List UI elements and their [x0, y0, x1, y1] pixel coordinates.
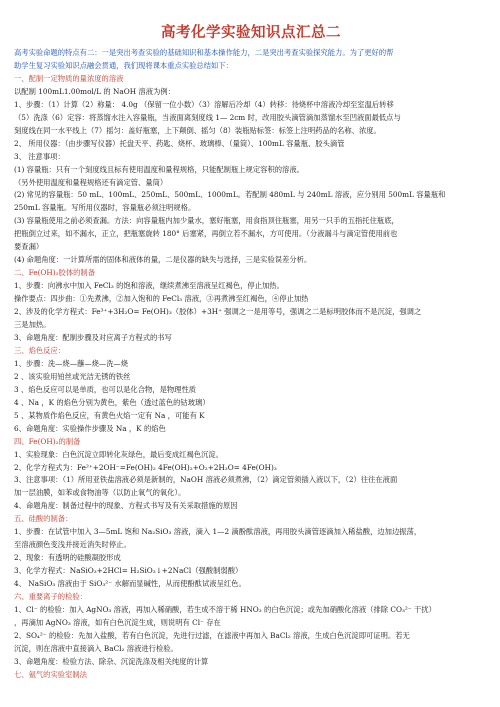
text-line: 以配制 100mL1.00mol/L 的 NaOH 溶液为例：	[14, 86, 175, 96]
text-line: (3) 容量瓶使用之前必须查漏。方法：向容量瓶内加少量水，塞好瓶塞，用食指顶住瓶塞，用另一只手的五指托住瓶底，	[14, 216, 399, 226]
text-line: 操作要点：四步曲：①先煮沸，②加入饱和的 FeCl₃ 溶液，③再煮沸至红褐色，④停止加热	[14, 294, 309, 304]
section-heading: 五、硅酸的制备：	[14, 514, 73, 524]
text-line: （5）洗涤（6）定容：将蒸馏水注入容量瓶，当液面离刻度线 1— 2cm 时，改用胶头滴管滴加蒸馏水至凹液面最低点与	[14, 112, 401, 122]
section-heading: 一、配制一定物质的量浓度的溶液	[14, 73, 124, 83]
text-line: 1、步骤：向沸水中加入 FeCl₃ 的饱和溶液，继续煮沸至溶液呈红褐色，停止加热。	[14, 281, 284, 291]
text-line: 1、Cl⁻ 的检验：加入 AgNO₃ 溶液，再加入稀硝酸，若生成不溶于稀 HNO₃ 的白色沉淀；或先加硝酸化溶液（排除 CO₃²⁻ 干扰）	[14, 604, 436, 614]
section-heading: 七、氨气的实验室制法	[14, 669, 87, 679]
text-line: （另外使用温度和量程规格还有滴定管、量筒）	[14, 177, 168, 187]
text-line: 2、现象：有透明的硅酸凝胶形成	[14, 553, 121, 563]
text-line: 1、步骤：洗—烧—蘸—烧—洗—烧	[14, 358, 129, 368]
section-heading: 四、Fe(OH)₂的制备	[14, 436, 81, 446]
section-heading: 六、重要离子的检验：	[14, 592, 87, 602]
text-line: 3、 注意事项：	[14, 151, 65, 161]
text-line: 沉淀，则在溶液中直接滴入 BaCl₂ 溶液进行检验。	[14, 643, 178, 653]
text-line: 3、注意事项：（1）所用亚铁盐溶液必须是新制的，NaOH 溶液必须煮沸，（2）滴定管须插入液以下，（2）往往在液面	[14, 475, 398, 485]
text-line: 2、 所用仪器：（由步骤写仪器）托盘天平、药匙、烧杯、玻璃棒、（量筒）、100mL 容量瓶、胶头滴管	[14, 138, 345, 148]
text-line: 1、步骤：在试管中加入 3—5mL 饱和 Na₂SiO₃ 溶液，滴入 1—2 滴酚酞溶液，再用胶头滴管逐滴加入稀盐酸，边加边振荡，	[14, 527, 422, 537]
text-line: 3、命题角度：配制步骤及对应离子方程式的书写	[14, 332, 172, 342]
text-line: 5 、某物质作焰色反应，有黄色火焰一定有 Na ，可能有 K	[14, 410, 205, 420]
text-line: 1、实验现象：白色沉淀立即转化灰绿色，最后变成红褐色沉淀。	[14, 449, 223, 459]
text-line: 4、 NaSiO₃ 溶液由于 SiO₃²⁻ 水解而显碱性，从而使酚酞试液呈红色。	[14, 579, 246, 589]
section-heading: 二、Fe(OH)₃胶体的制备	[14, 268, 96, 278]
text-line: 2 、该实验用铂丝或光洁无锈的铁丝	[14, 371, 131, 381]
text-line: 加一层油膜，如苯或食物油等（以防止氧气的氧化）。	[14, 488, 186, 498]
text-line: 3、命题角度：检验方法、除杂、沉淀洗涤及相关纯度的计算	[14, 656, 209, 666]
text-line: 2、化学方程式为：Fe²⁺+2OH⁻=Fe(OH)₂ 4Fe(OH)₂+O₂+2H₂O= 4Fe(OH)₃	[14, 462, 277, 472]
text-line: 250mL 容量瓶。写所用仪器时，容量瓶必须注明规格。	[14, 203, 196, 213]
text-line: 2、涉及的化学方程式：Fe³⁺+3H₂O= Fe(OH)₃（胶体）+3H⁺ 强调之一是用等号，强调之二是标明胶体而不是沉淀，强调之	[14, 307, 422, 317]
document-body	[14, 47, 488, 682]
text-line: 1、步骤：（1）计算（2）称量： 4.0g （保留一位小数）（3）溶解后冷却（4）转移：待烧杯中溶液冷却至室温后转移	[14, 99, 394, 109]
intro-text: 助学生复习实验知识点融会贯通，我们现将课本重点实验总结如下：	[14, 60, 233, 70]
intro-text: 高考实验命题的特点有二：一是突出考查实验的基础知识和基本操作能力，二是突出考查实验探究能力。为了更好的帮	[14, 48, 394, 57]
section-heading: 三、焰色反应：	[14, 345, 66, 355]
text-line: 4 、Na ，K 的焰色分别为黄色，紫色（透过蓝色的钴玻璃）	[14, 397, 210, 407]
text-line: 把瓶倒立过来，如不漏水，正立，把瓶塞旋转 180° 后塞紧，再倒立若不漏水，方可使用。（分液漏斗与滴定管使用前也	[14, 229, 398, 239]
text-line: 6、命题角度：实验操作步骤及 Na ，K 的焰色	[14, 423, 166, 433]
text-line: 刻度线在同一水平线上（7）摇匀：盖好瓶塞，上下颠倒、摇匀（8）装瓶贴标签：标签上注明药品的名称、浓度。	[14, 125, 381, 135]
text-line: 2、SO₄²⁻ 的检验：先加入盐酸，若有白色沉淀，先进行过滤，在滤液中再加入 BaCl₂ 溶液，生成白色沉淀即可证明。若无	[14, 630, 410, 640]
text-line: 3、化学方程式：NaSiO₃+2HCl= H₂SiO₃↓+2NaCl（强酸制弱酸）	[14, 566, 243, 576]
text-line: 4、命题角度：制备过程中的现象、方程式书写及有关采取措施的原因	[14, 501, 238, 511]
page-title: 高考化学实验知识点汇总二	[161, 24, 341, 41]
text-line: 要查漏）	[14, 242, 44, 252]
text-line: ，再滴加 AgNO₃ 溶液，如有白色沉淀生成，则说明有 Cl⁻ 存在	[14, 617, 221, 627]
text-line: (1) 容量瓶：只有一个刻度线且标有使用温度和量程规格，只能配制瓶上规定容积的溶液。	[14, 164, 304, 174]
text-line: (2) 常见的容量瓶：50 mL、100mL、250mL、500mL、1000mL。若配制 480mL 与 240mL 溶液，应分别用 500mL 容量瓶和	[14, 190, 446, 200]
text-line: 三是加热。	[14, 320, 51, 330]
text-line: (4) 命题角度：一计算所需的固体和液体的量，二是仪器的缺失与选择，三是实验误差分析。	[14, 255, 312, 265]
text-line: 至溶液颜色变浅并接近消失时停止。	[14, 540, 131, 550]
text-line: 3 、焰色反应可以是单质，也可以是化合物，是物理性质	[14, 384, 197, 394]
